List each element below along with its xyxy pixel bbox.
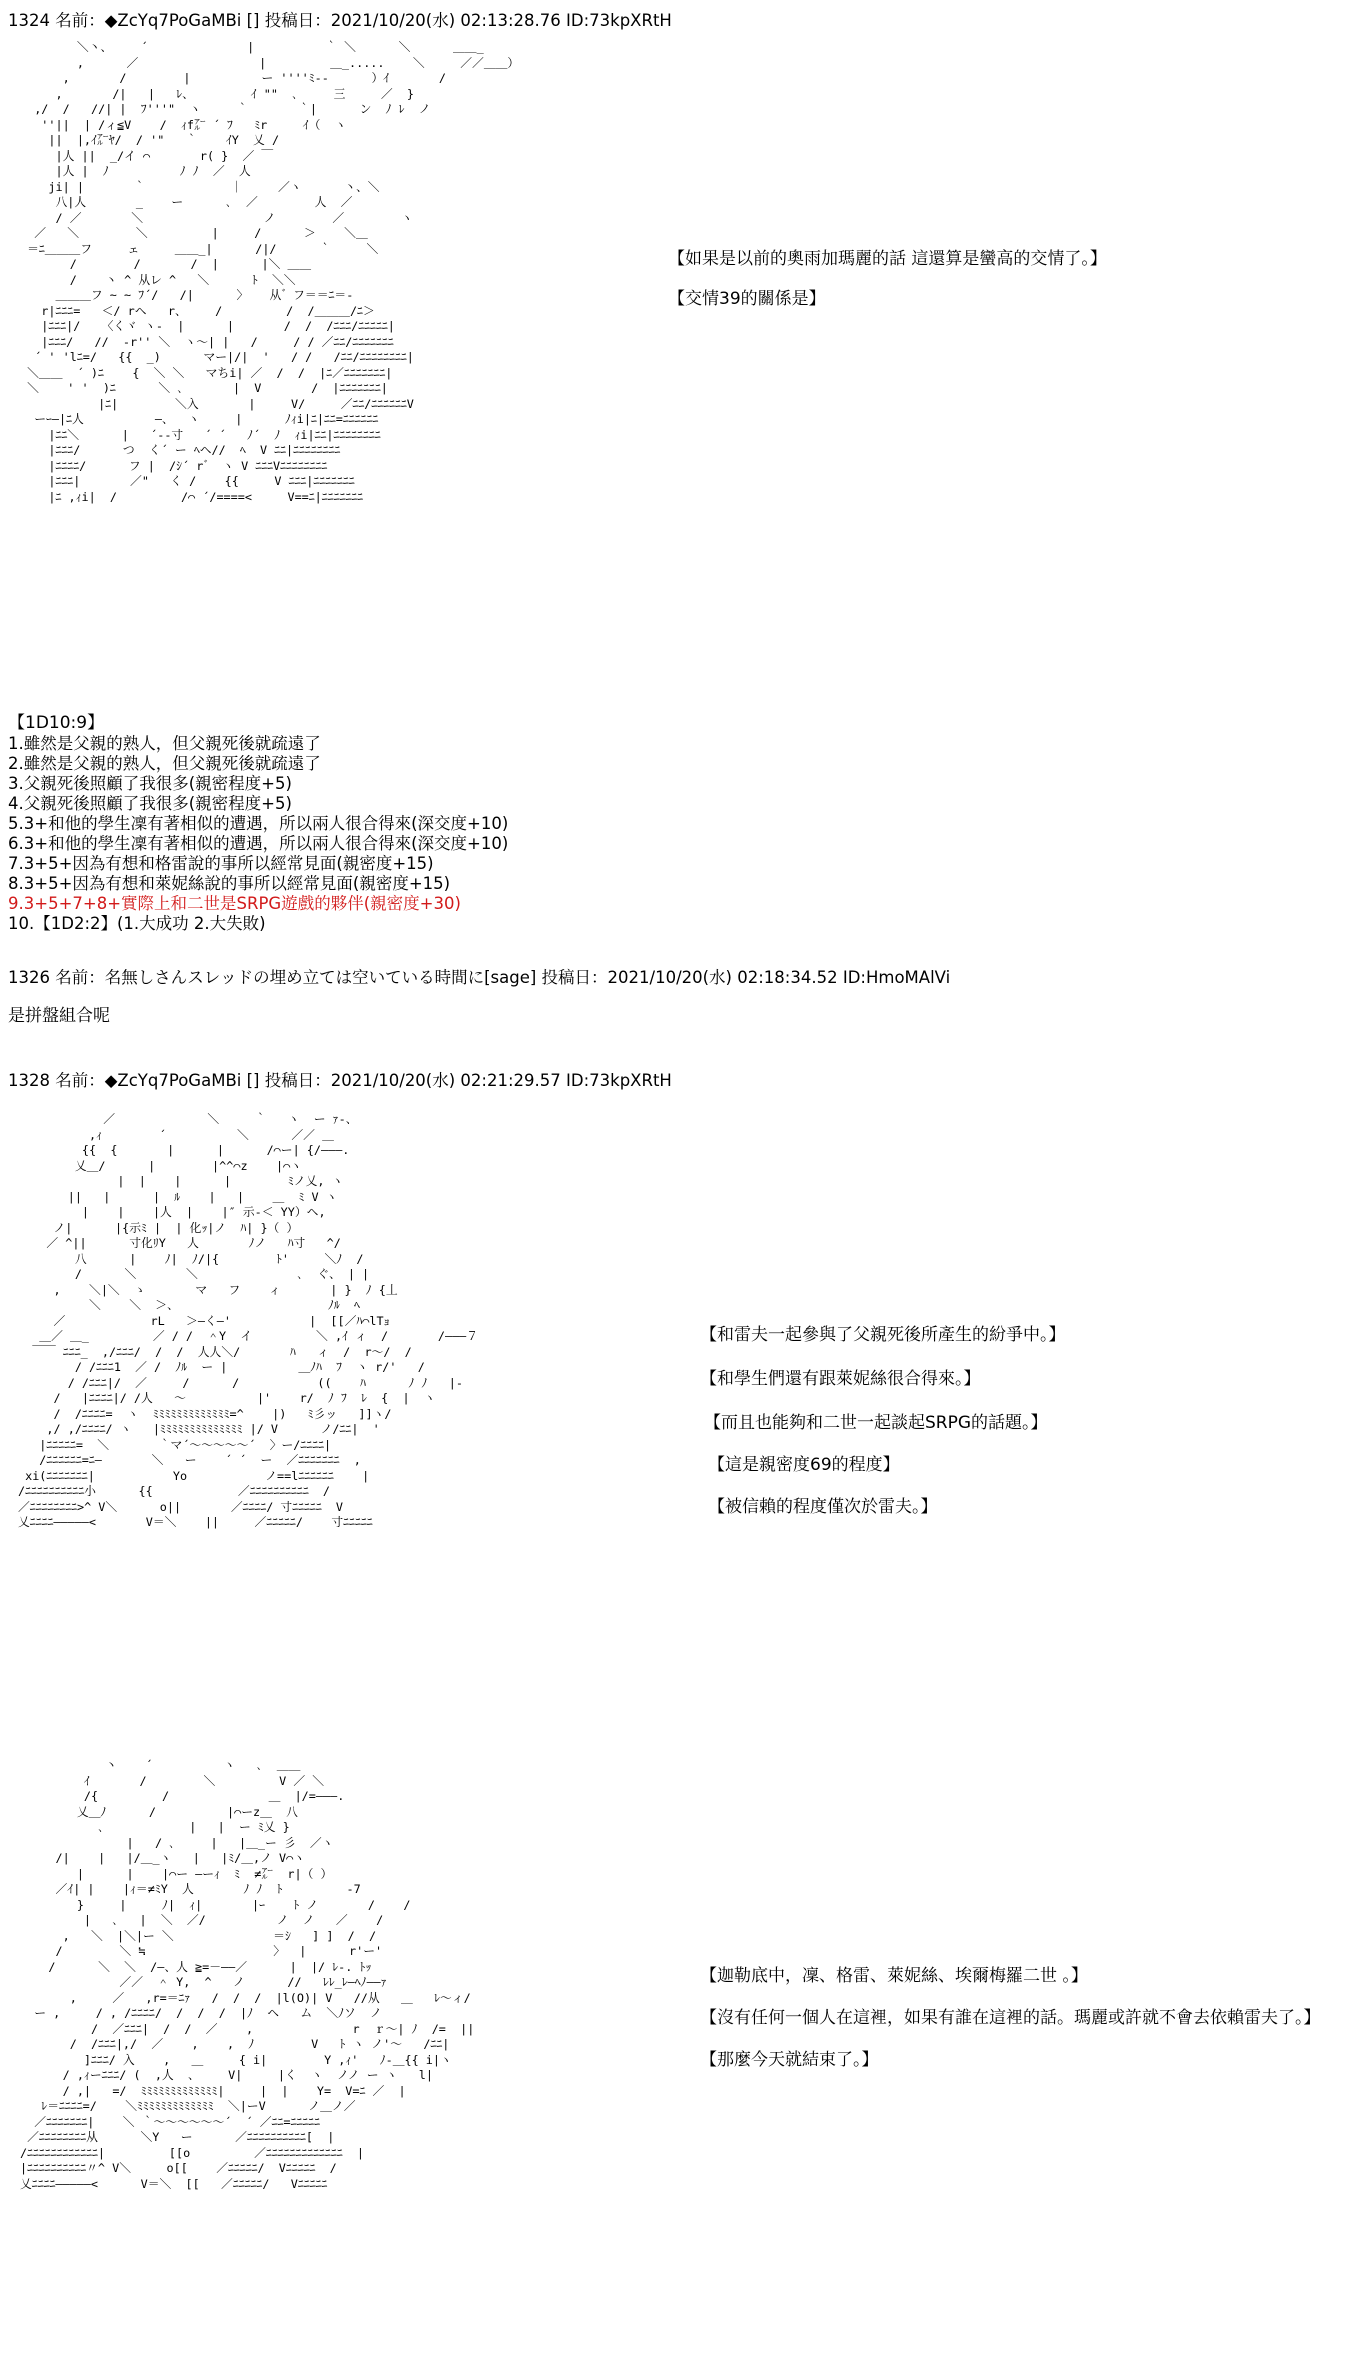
dice-option: 2.雖然是父親的熟人，但父親死後就疏遠了 (8, 754, 321, 773)
dice-title: 【1D10:9】 (8, 713, 105, 733)
post-header-1326: 1326 名前：名無しさんスレッドの埋め立ては空いている時間に[sage] 投稿日：2021/10/20(水) 02:18:34.52 ID:HmoMAlVi (8, 968, 951, 987)
dice-option: 10.【1D2:2】(1.大成功 2.大失敗) (8, 914, 266, 933)
aa1-dialog-1: 【和雷夫一起參與了父親死後所產生的紛爭中。】 (700, 1325, 1066, 1345)
dice-option: 9.3+5+7+8+實際上和二世是SRPG遊戲的夥伴(親密度+30) (8, 894, 461, 913)
aa2-dialog-3: 【那麼今天就結束了。】 (700, 2050, 879, 2070)
aa1-dialog-4: 【這是親密度69的程度】 (708, 1455, 900, 1475)
dice-option: 1.雖然是父親的熟人，但父親死後就疏遠了 (8, 734, 321, 753)
post-body-1326: 是拼盤組合呢 (8, 1006, 110, 1026)
dialog-line-1: 【如果是以前的奧雨加瑪麗的話 這還算是蠻高的交情了。】 (668, 249, 1107, 269)
aa1-dialog-5: 【被信賴的程度僅次於雷夫。】 (708, 1497, 938, 1517)
dice-option: 3.父親死後照顧了我很多(親密程度+5) (8, 774, 292, 793)
post-header-1328: 1328 名前：◆ZcYq7PoGaMBi [] 投稿日：2021/10/20(水) 02:21:29.57 ID:73kpXRtH (8, 1071, 672, 1090)
ascii-art-maid: ＼丶、 ´ | ｀ ＼ ＼ ＿＿_ , ／ | ＿_..... ＼ ／／＿＿） , / | ー ''''ﾐ-- ）ｲ / , /| | ﾚ、 ｲ "" ､ 三 ／ } ,/ / //| | ﾌ'''" ヽ ｀ ｀| ン ﾉ ﾚ ノ ''|| | /ィ≦V / ｨf㌃ ´ ﾌ ﾐr ｲ（ ヽ || |,ｲ㌃ﾔ/ / '" ｀ ｲY 乂 / |人 || _/イ ⌒ r( } ／ ￣ |人 | ﾉ ﾉ ﾉ ／ 人 ji| | ｀ ｜ ／ヽ 丶、＼ 八|人 _ ー ､ ／ 人 ／ / ／ ＼ ノ ／ ヽ ／ ＼ ＼ | / ＞ ＼＿ ＝ﾆ＿＿＿フ ェ ＿＿_| /|/ ｀ ＼ / / / | |＼ ＿＿ / 丶 ^ 从レ ^ ＼ ﾄ ＼＼ ＿＿＿フ ~ ~ ﾌ´/ /| 〉 从゛フ＝＝ﾆ＝- r|ﾆﾆﾆ= ＜/ rヘ r、 / / /＿＿＿/ﾆ＞ |ﾆﾆﾆ|/ 〈くヾ ヽ- | | / / /ﾆﾆﾆ/ﾆﾆﾆﾆﾆ| |ﾆﾆﾆ/ // -r'' ＼ ヽ〜| | / / / ／ﾆﾆ/ﾆﾆﾆﾆﾆﾆﾆ ´ ' 'lﾆ=/ {{ _) マー|/| ' / / /ﾆﾆ/ﾆﾆﾆﾆﾆﾆﾆﾆ| ＼＿＿ ´ )ﾆ { ＼ ＼ マちi| ／ / / |ﾆ／ﾆﾆﾆﾆﾆﾆﾆ| ＼ ' ' )ﾆ ＼ ､ | V / |ﾆﾆﾆﾆﾆﾆﾆ| |ﾆ| ＼入 | V/ ／ﾆﾆ/ﾆﾆﾆﾆﾆﾆV ーｰ―|ﾆ人 ―、 ヽ | ﾉｨi|ﾆ|ﾆﾆ=ﾆﾆﾆﾆﾆﾆ |ﾆﾆ＼ | ´--寸 ´ ´ ﾉ´ ﾉ ｨi|ﾆﾆ|ﾆﾆﾆﾆﾆﾆﾆﾆ |ﾆﾆﾆ/ つ く´ ー ﾍヘ// ﾍ V ﾆﾆ|ﾆﾆﾆﾆﾆﾆﾆﾆ |ﾆﾆﾆﾆ/ フ | /ｼ´ r゛ ヽ V ﾆﾆﾆVﾆﾆﾆﾆﾆﾆﾆﾆ |ﾆﾆﾆ| ／" く / {{ V ﾆﾆﾆ|ﾆﾆﾆﾆﾆﾆﾆ |ﾆ ,ｨi| / /⌒ ´/====< V==ﾆ|ﾆﾆﾆﾆﾆﾆﾆ (27, 40, 520, 504)
dice-result-block (8, 712, 508, 934)
post-header-1324: 1324 名前：◆ZcYq7PoGaMBi [] 投稿日：2021/10/20(水) 02:13:28.76 ID:73kpXRtH (8, 11, 672, 30)
dice-options-list (8, 734, 508, 934)
dice-option: 8.3+5+因為有想和萊妮絲說的事所以經常見面(親密度+15) (8, 874, 451, 893)
aa2-dialog-2: 【沒有任何一個人在這裡，如果有誰在這裡的話。瑪麗或許就不會去依賴雷夫了。】 (700, 2008, 1321, 2028)
dialog-line-2: 【交情39的關係是】 (668, 289, 826, 309)
aa2-dialog-1: 【迦勒底中，凜、格雷、萊妮絲、埃爾梅羅二世 。】 (700, 1966, 1088, 1986)
dice-option: 5.3+和他的學生凜有著相似的遭遇，所以兩人很合得來(深交度+10) (8, 814, 509, 833)
ascii-art-waver-2: 丶 ´ ヽ ､ ＿＿ ｲ / ＼ V ／ ＼ /{ / ＿ |/=―――. 乂＿ﾉ / |⌒ーz＿ 八 ､ | | ー ﾐ乂 } | / ､ | |＿_ー 彡 ／ヽ /| | |/＿_ヽ | |ﾐ/＿,ノ V⌒ヽ | | |⌒ー ―ーｨ ﾐ ≠㌃ r|（ ） ／ｲ| | |ｨ＝≠ﾐY 人 ﾉ ﾉ ﾄ -7 } | ﾉ| ｨ| |ｰ ﾄ ノ / / | ､ | ＼ ／/ ノ ノ ／ / , ＼ |＼|ー ＼ ＝ｼ ] ] / / / ＼ ≒ 〉 | r'ー' / ＼ ＼ /―、人 ≧=－――／ | |/ ﾚ-. ﾄｯ ／／ ＾ Y, ^ ノ // ﾚﾚ_ﾚ―ﾍﾉ――ｧ , ／ ,r=＝ﾆｧ / / / |l(O)| V //从 ＿ ﾚ〜ィ/ ー , / , /ﾆﾆﾆﾆ/ / / / |ﾉ ヘ ム ＼ﾉソ ノ / ／ﾆﾆﾆ| / / ／ , r ｒ〜| ﾉ /= || / /ﾆﾆﾆ|,/ ／ , , ﾉ V ﾄ ヽ ノ'〜 /ﾆﾆ| ]ﾆﾆﾆ/ 入 , ＿ { i| Y ,ｨ' ﾉ-＿{{ i|ヽ / ,ｨーﾆﾆﾆ/ ( ,人 、 V| |く ヽ ノノ ー ヽ l| / ,| =/ ﾐﾐﾐﾐﾐﾐﾐﾐﾐﾐﾐﾐﾐ| | | Y= V=ﾆ ／ | ﾚ＝ﾆﾆﾆﾆ=/ ＼ﾐﾐﾐﾐﾐﾐﾐﾐﾐﾐﾐﾐﾐ ＼|ーV ノ＿ノ／ ／ﾆﾆﾆﾆﾆﾆﾆ| ＼ ｀〜〜〜〜〜〜´ ´ ／ﾆﾆ=ﾆﾆﾆﾆﾆ ／ﾆﾆﾆﾆﾆﾆﾆﾆ从 ＼Y ー ／ﾆﾆﾆﾆﾆﾆﾆﾆﾆﾆ[ | /ﾆﾆﾆﾆﾆﾆﾆﾆﾆﾆﾆﾆ| [[o ／ﾆﾆﾆﾆﾆﾆﾆﾆﾆﾆﾆﾆﾆ | |ﾆﾆﾆﾆﾆﾆﾆﾆﾆﾆ〃^ V＼ o[[ ／ﾆﾆﾆﾆﾆ/ Vﾆﾆﾆﾆﾆ / 乂ﾆﾆﾆﾆ―――――< V＝＼ [[ ／ﾆﾆﾆﾆﾆ/ Vﾆﾆﾆﾆﾆ (20, 1758, 475, 2191)
ascii-art-waver-1: ／ ＼ ｀ ヽ ー ｧ-、 ,ｨ ´ ＼ ／／ ＿ {{ { | | /⌒ー| {/―――. 乂＿/ | |^^⌒z |⌒ヽ | | | | ﾐノ乂, ヽ || | | ﾙ | | ＿ ﾐ V ヽ | | |人 | |″ 示-＜ YY）ヘ, ノ| |{示ﾐ | | 化ｯ|ノ ﾊ| }（ ） ／ ^|| 寸化ﾘY 人 ﾉノ ﾊ寸 ^/ 八 | ﾉ| ﾉ/|{ ﾄ' ＼ﾉ / / ＼ ＼ ､ ぐ、 | | , ＼|＼ ゝ マ フ ィ | } ﾉ {丄 ＼ ＼ ＞、 ﾉﾙ ﾍ ／ rL ＞―く―' | [[／ﾊ⌒lTｮ ＿／ ＿_ ／ / / ＾Y イ ＼ ,ｲ ィ / /―――７ ￣￣ ﾆﾆﾆ_ ,/ﾆﾆﾆ/ / / 人人＼/ ﾊ ィ / r〜/ / / /ﾆﾆﾆ1 ／ / ﾉﾙ ー | ＿ﾉﾊ ﾌ ヽ r/' / / /ﾆﾆﾆ|/ ／ / / (( ﾊ ﾉ ﾉ |- / |ﾆﾆﾆﾆ|/ /人 〜 |' r/ ﾉ ﾌ ﾚ { | ヽ / /ﾆﾆﾆﾆ= ヽ ﾐﾐﾐﾐﾐﾐﾐﾐﾐﾐﾐﾐﾐ=^ |) ﾐ彡ッ ]]ヽ/ ,/ ,/ﾆﾆﾆﾆ/ ヽ |ﾐﾐﾐﾐﾐﾐﾐﾐﾐﾐﾐﾐﾐﾐ |/ V ノ/ﾆﾆ| ' |ﾆﾆﾆﾆﾆ= ＼ ｀マ´〜〜〜〜〜´ 〉ー/ﾆﾆﾆﾆ| /ﾆﾆﾆﾆﾆﾆ=ﾆ― ＼ ー ´ ´ ー ／ﾆﾆﾆﾆﾆﾆﾆ , xi(ﾆﾆﾆﾆﾆﾆﾆ| Yo ノ==lﾆﾆﾆﾆﾆﾆ | /ﾆﾆﾆﾆﾆﾆﾆﾆﾆﾆ小 {{ ／ﾆﾆﾆﾆﾆﾆﾆﾆﾆﾆ / ／ﾆﾆﾆﾆﾆﾆﾆﾆ>^ V＼ o|| ／ﾆﾆﾆﾆ/ 寸ﾆﾆﾆﾆﾆ V 乂ﾆﾆﾆﾆ―――――< V＝＼ || ／ﾆﾆﾆﾆﾆ/ 寸ﾆﾆﾆﾆﾆ (18, 1112, 479, 1529)
aa1-dialog-2: 【和學生們還有跟萊妮絲很合得來。】 (700, 1369, 981, 1389)
dice-option: 4.父親死後照顧了我很多(親密程度+5) (8, 794, 292, 813)
dice-option: 6.3+和他的學生凜有著相似的遭遇，所以兩人很合得來(深交度+10) (8, 834, 509, 853)
dice-option: 7.3+5+因為有想和格雷說的事所以經常見面(親密度+15) (8, 854, 434, 873)
aa1-dialog-3: 【而且也能夠和二世一起談起SRPG的話題。】 (704, 1413, 1048, 1433)
